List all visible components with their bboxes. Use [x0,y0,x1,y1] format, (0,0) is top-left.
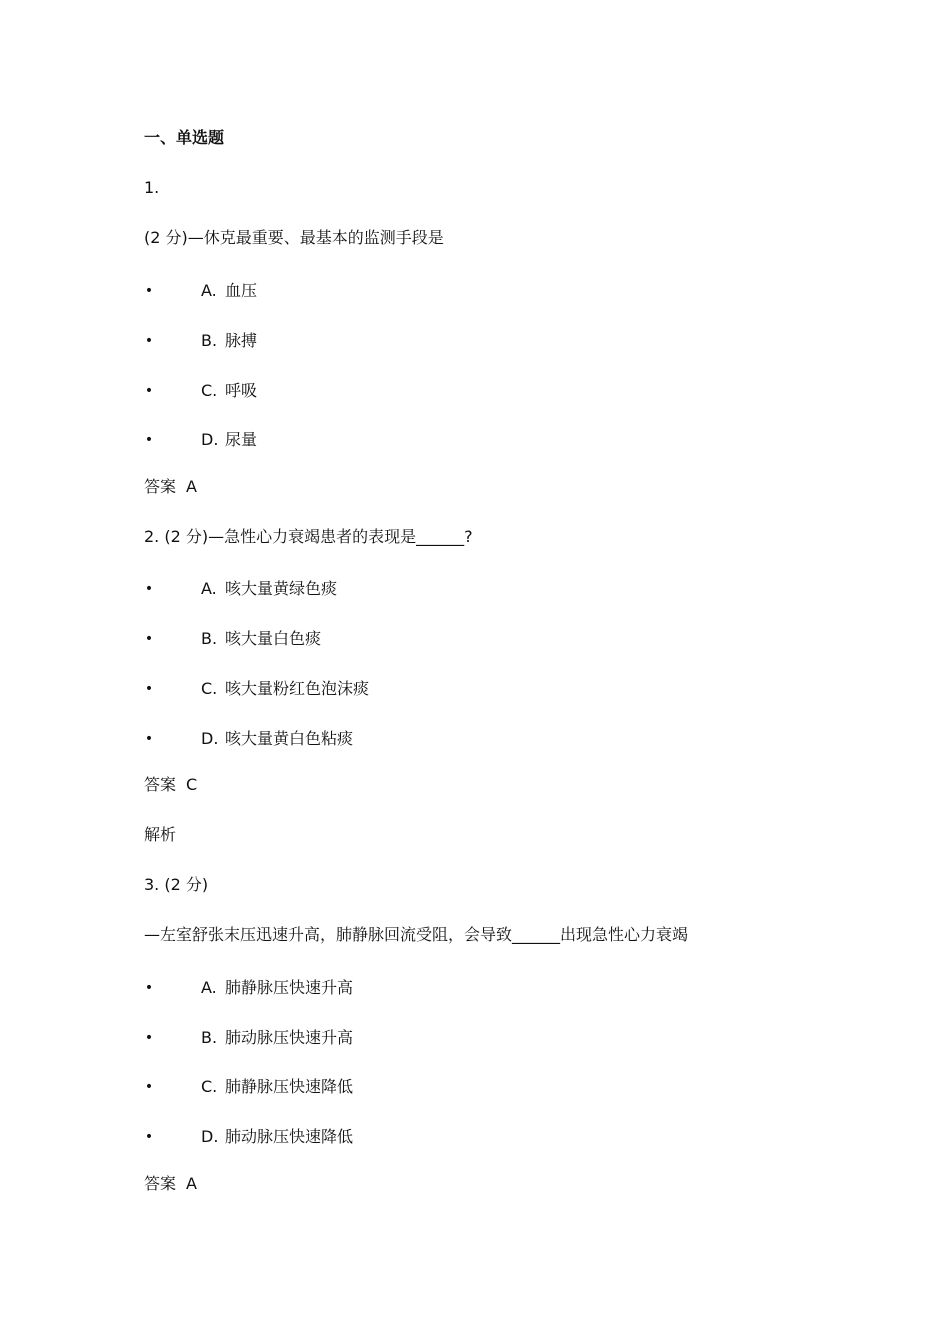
option-letter: D. [201,430,219,449]
q1-answer [144,475,197,499]
answer-label: 答案 [144,775,177,794]
option-text: 尿量 [225,430,258,449]
bullet-icon: • [144,432,154,448]
option-letter: D. [201,729,219,748]
q2-option-a [144,577,844,601]
option-letter: C. [201,381,218,400]
q2-answer [144,773,197,797]
option-letter: A. [201,978,217,997]
bullet-icon: • [144,333,154,349]
option-letter: B. [201,331,218,350]
q1-option-b [144,329,844,353]
q2-option-d [144,727,844,751]
q2-option-c [144,677,844,701]
bullet-icon: • [144,383,154,399]
answer-label: 答案 [144,1174,177,1193]
option-text: 肺动脉压快速升高 [225,1028,354,1047]
option-letter: B. [201,629,218,648]
option-letter: A. [201,281,217,300]
q2-option-b [144,627,844,651]
option-letter: C. [201,1077,218,1096]
q3-option-c [144,1075,844,1099]
bullet-icon: • [144,1030,154,1046]
option-text: 肺静脉压快速升高 [225,978,354,997]
option-letter: C. [201,679,218,698]
q3-answer [144,1172,197,1196]
q3-number-score: 3. (2 分) [144,875,209,894]
option-text: 咳大量黄白色粘痰 [225,729,354,748]
q3-option-a [144,976,844,1000]
section-title: 一、单选题 [144,128,225,147]
bullet-icon: • [144,681,154,697]
option-text: 肺动脉压快速降低 [225,1127,354,1146]
bullet-icon: • [144,631,154,647]
option-text: 血压 [225,281,258,300]
option-text: 脉搏 [225,331,258,350]
q1-option-c [144,379,844,403]
option-text: 呼吸 [225,381,258,400]
option-letter: B. [201,1028,218,1047]
q1-stem: (2 分)—休克最重要、最基本的监测手段是 [144,228,444,247]
q3-stem: —左室舒张末压迅速升高，肺静脉回流受阻，会导致______出现急性心力衰竭 [144,925,689,944]
q2-analysis-label: 解析 [144,825,177,844]
bullet-icon: • [144,980,154,996]
bullet-icon: • [144,581,154,597]
q2-stem: 2. (2 分)—急性心力衰竭患者的表现是______? [144,527,473,546]
q1-option-a [144,279,844,303]
q1-number: 1. [144,178,160,197]
bullet-icon: • [144,1129,154,1145]
option-text: 咳大量粉红色泡沫痰 [225,679,370,698]
q1-option-d [144,428,844,452]
option-letter: D. [201,1127,219,1146]
answer-value: C [186,775,198,794]
answer-value: A [186,477,197,496]
option-letter: A. [201,579,217,598]
option-text: 肺静脉压快速降低 [225,1077,354,1096]
bullet-icon: • [144,283,154,299]
answer-label: 答案 [144,477,177,496]
option-text: 咳大量黄绿色痰 [225,579,338,598]
option-text: 咳大量白色痰 [225,629,322,648]
answer-value: A [186,1174,197,1193]
bullet-icon: • [144,731,154,747]
q3-option-b [144,1026,844,1050]
bullet-icon: • [144,1079,154,1095]
q3-option-d [144,1125,844,1149]
